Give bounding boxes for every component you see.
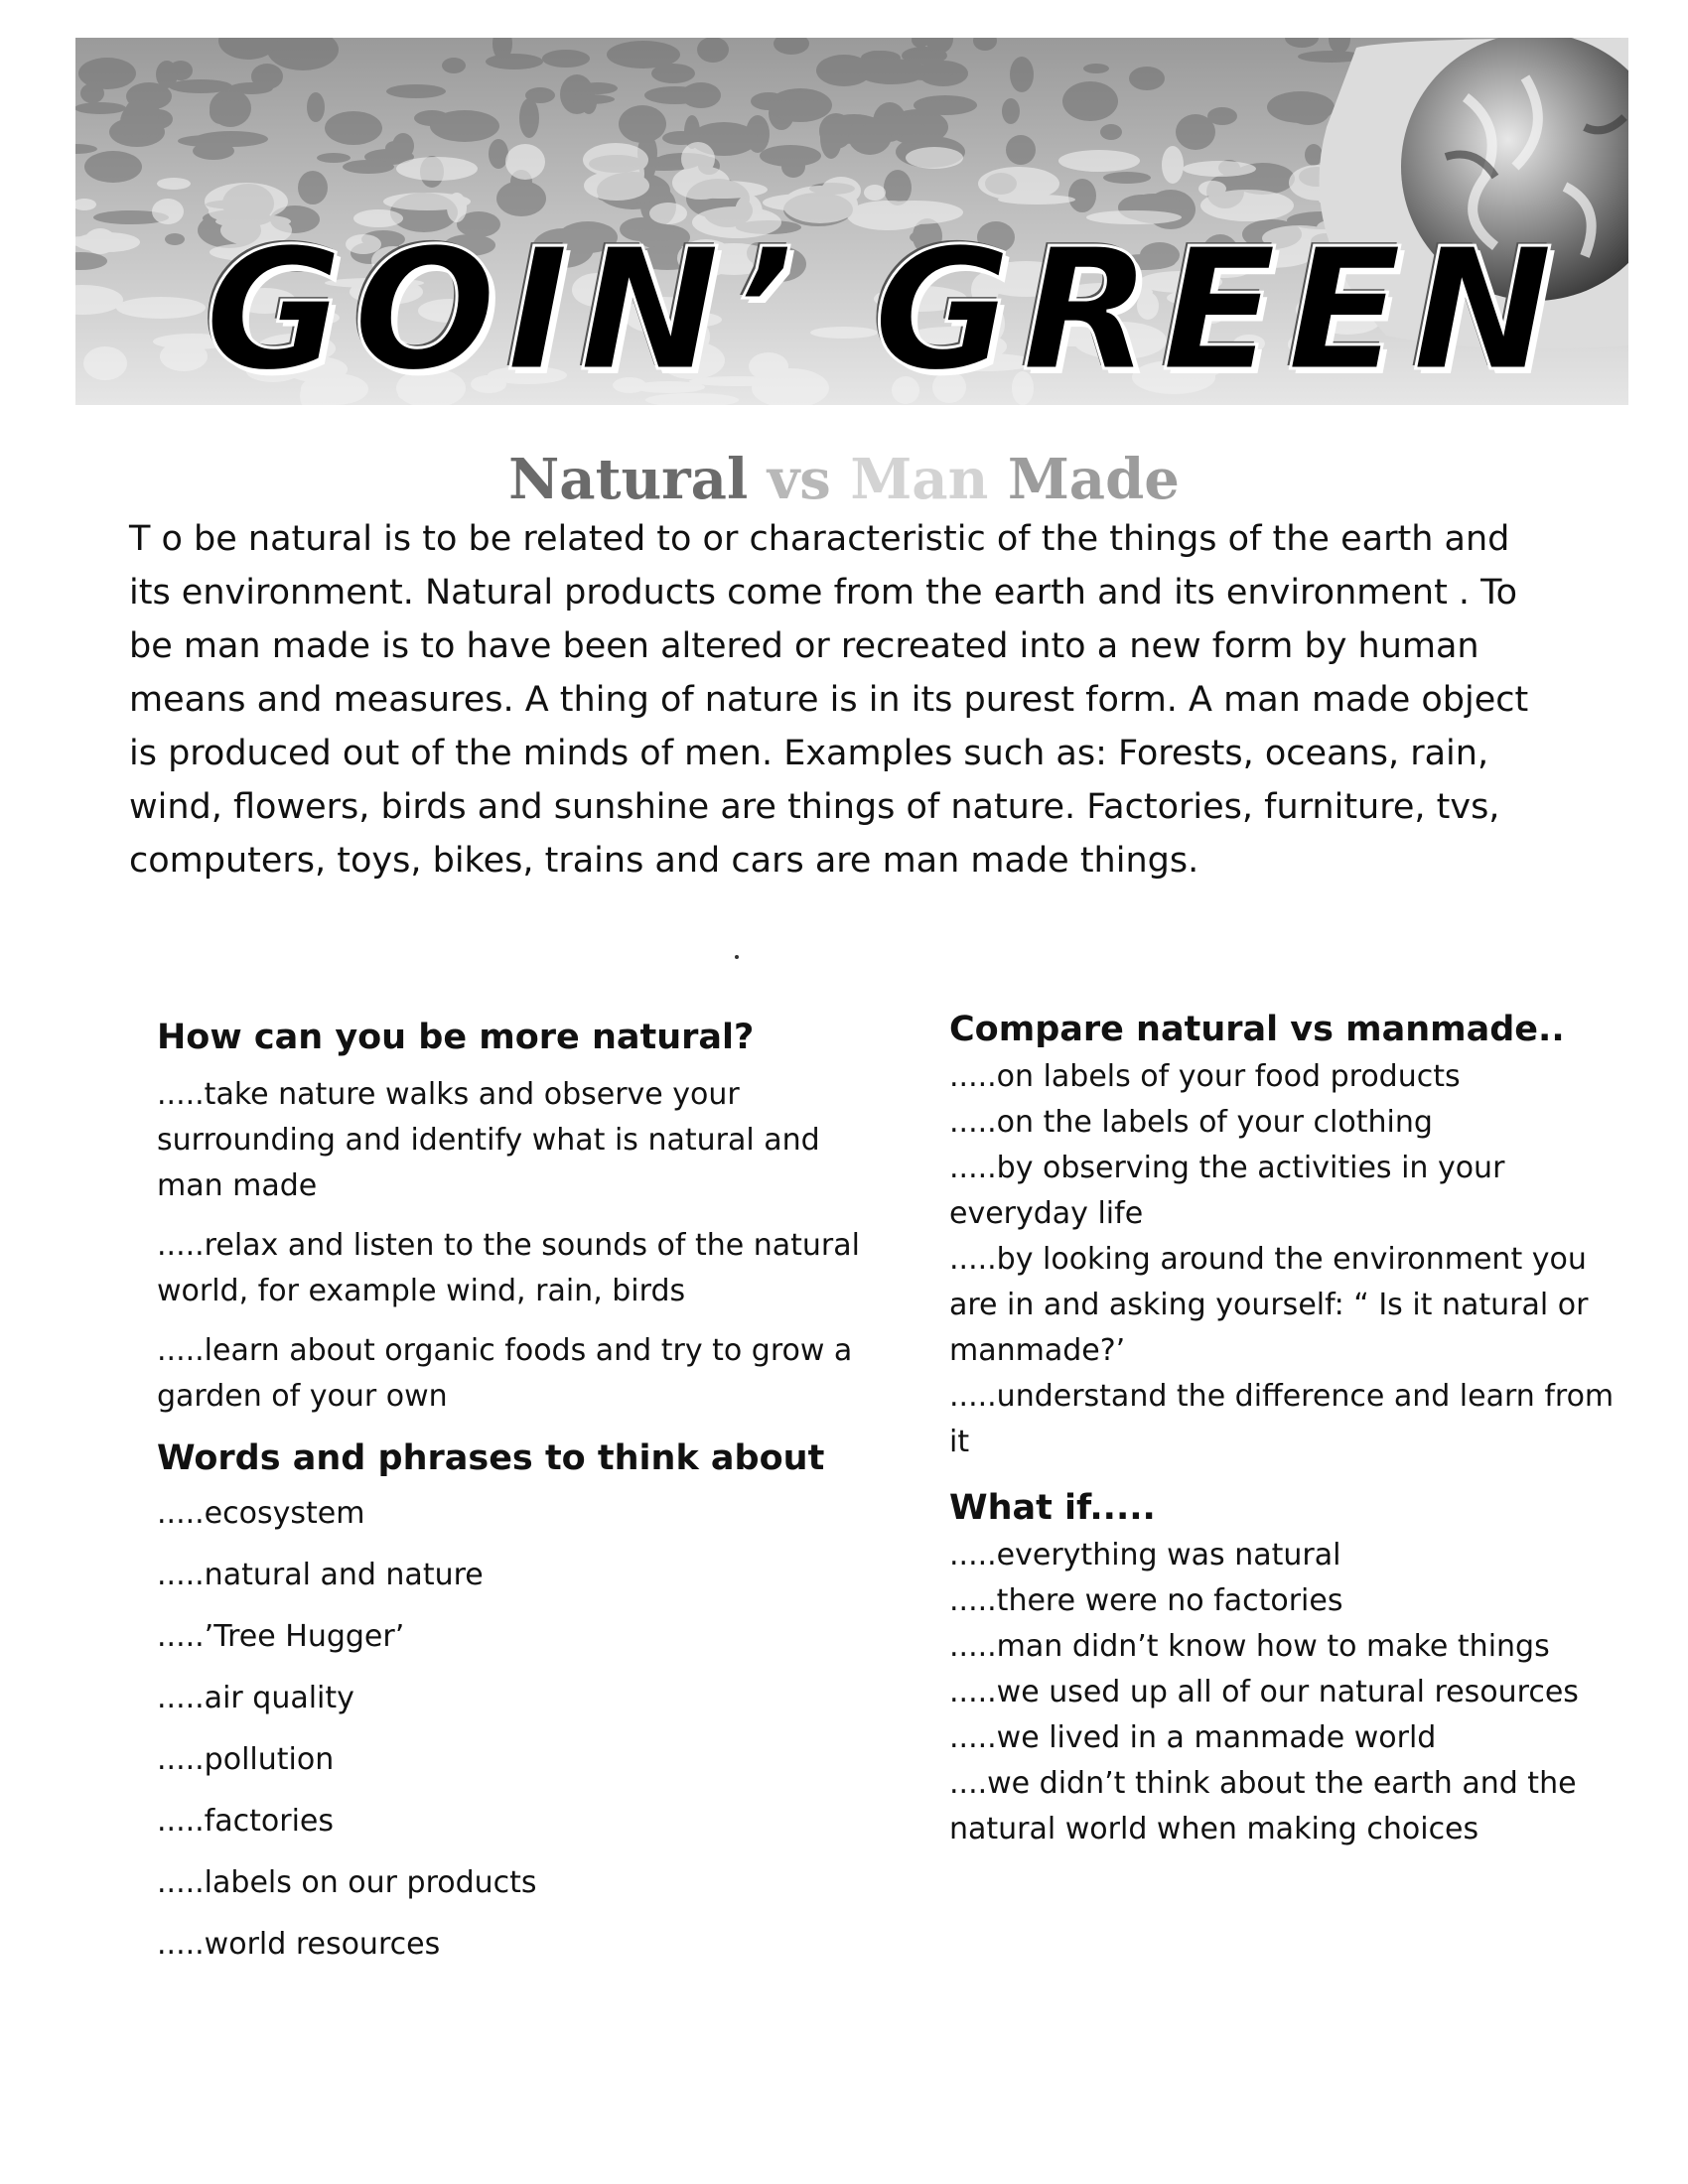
list-item: .....on the labels of your clothing [949,1105,1433,1140]
intro-line: means and measures. A thing of nature is in its purest form. A man made object [129,680,1529,720]
intro-line: T o be natural is to be related to or characteristic of the things of the earth and [129,519,1510,559]
list-item: .....ecosystem [157,1496,365,1531]
intro-line: wind, flowers, birds and sunshine are things of nature. Factories, furniture, tvs, [129,787,1500,827]
list-item: .....learn about organic foods and try to grow a garden of your own [157,1333,853,1414]
list-item: .....we lived in a manmade world [949,1720,1437,1755]
intro-line: is produced out of the minds of men. Examples such as: Forests, oceans, rain, [129,734,1489,773]
list-item: .....take nature walks and observe your surrounding and identify what is natural and man made [157,1077,820,1203]
section-heading-what-if: What if..... [949,1488,1156,1528]
list-item: .....natural and nature [157,1558,484,1592]
list-item: .....understand the difference and learn from it [949,1379,1615,1459]
list-item: .....by looking around the environment you are in and asking yourself: “ Is it natural or manmade?’ [949,1242,1589,1368]
list-item: .....’Tree Hugger’ [157,1619,405,1654]
subtitle-word-vs: vs [767,447,831,512]
intro-line: its environment. Natural products come from the earth and its environment . To [129,573,1518,613]
subtitle-word-man: Man [850,447,989,512]
list-item: .....world resources [157,1927,441,1962]
list-item: .....man didn’t know how to make things [949,1629,1550,1664]
stray-dot [735,955,739,959]
list-item: .....pollution [157,1742,335,1777]
header-banner [75,38,1628,405]
list-item: .....by observing the activities in your everyday life [949,1151,1505,1231]
list-item: .....on labels of your food products [949,1059,1461,1094]
section-heading-compare: Compare natural vs manmade.. [949,1010,1565,1049]
list-item: .....we used up all of our natural resources [949,1675,1579,1709]
list-item: .....factories [157,1804,334,1839]
list-item: ....we didn’t think about the earth and the natural world when making choices [949,1766,1577,1846]
list-item: .....relax and listen to the sounds of the natural world, for example wind, rain, birds [157,1228,860,1308]
section-heading-natural: How can you be more natural? [157,1018,755,1057]
subtitle-word-made: Made [1007,447,1180,512]
list-item: .....everything was natural [949,1538,1341,1572]
intro-line: computers, toys, bikes, trains and cars are man made things. [129,841,1199,881]
list-item: .....air quality [157,1681,354,1715]
intro-paragraph [129,512,1609,887]
subtitle-word-natural: Natural [508,447,749,512]
left-column [157,1013,872,1983]
words-list [157,1491,872,1968]
right-column [949,1005,1634,1852]
section-heading-words: Words and phrases to think about [157,1438,825,1478]
banner-title: GOIN’ GREEN [205,212,1564,405]
list-item: .....labels on our products [157,1865,537,1900]
list-item: .....there were no factories [949,1583,1343,1618]
intro-line: be man made is to have been altered or recreated into a new form by human [129,626,1479,666]
page-subtitle [0,445,1688,514]
